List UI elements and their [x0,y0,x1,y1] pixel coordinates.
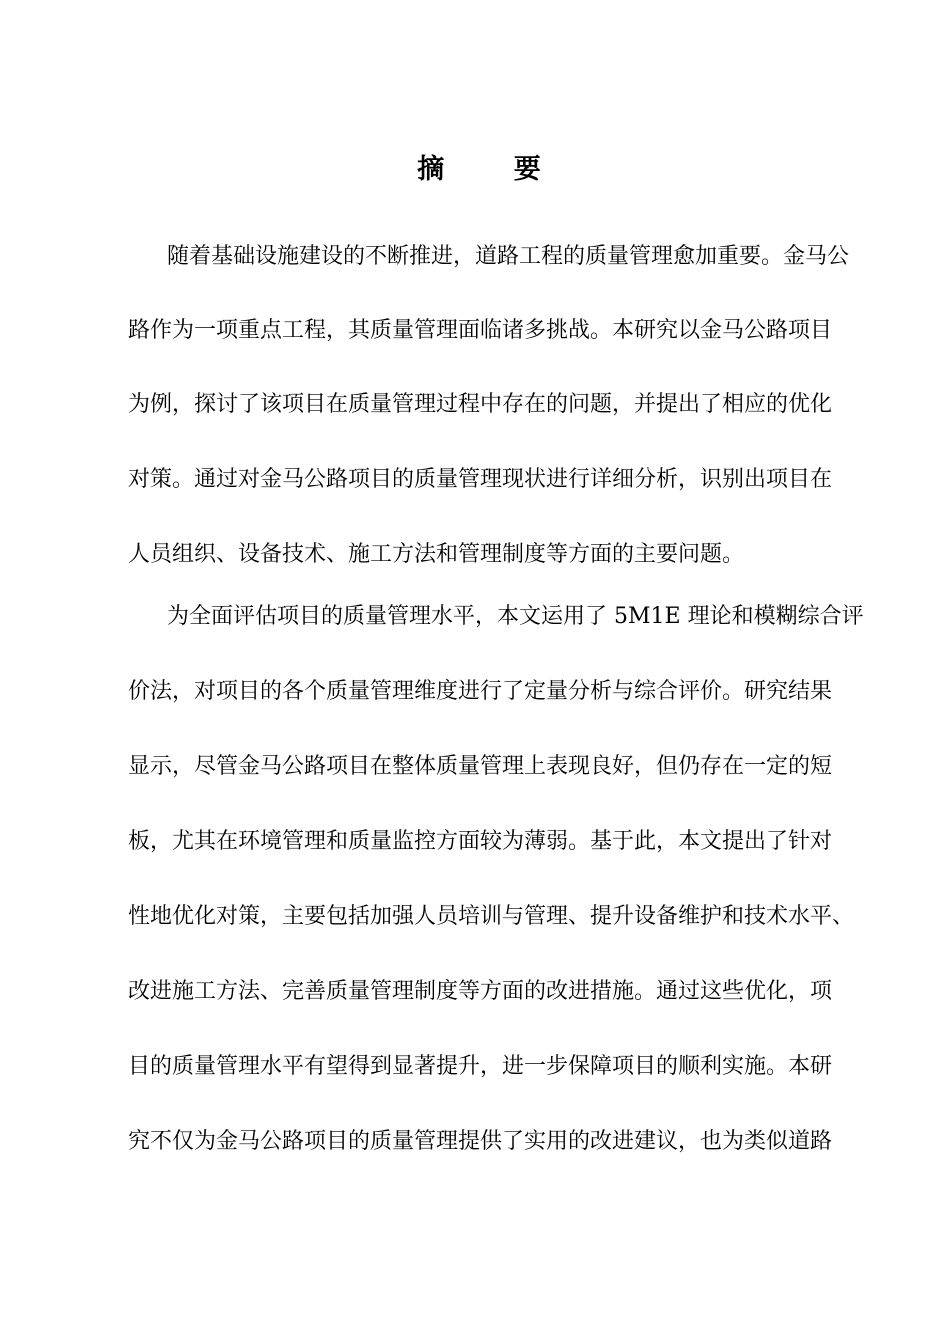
paragraph-2-line-4: 板，尤其在环境管理和质量监控方面较为薄弱。基于此，本文提出了针对 [128,829,833,854]
paragraph-2-line-2: 价法，对项目的各个质量管理维度进行了定量分析与综合评价。研究结果 [128,679,833,704]
paragraph-1-line-2: 路作为一项重点工程，其质量管理面临诸多挑战。本研究以金马公路项目 [128,318,833,343]
paragraph-1-line-3: 为例，探讨了该项目在质量管理过程中存在的问题，并提出了相应的优化 [128,392,833,417]
abstract-title: 摘 要 [417,154,571,185]
paragraph-2-line-6: 改进施工方法、完善质量管理制度等方面的改进措施。通过这些优化，项 [128,979,833,1004]
paragraph-1-line-4: 对策。通过对金马公路项目的质量管理现状进行详细分析，识别出项目在 [128,467,833,492]
paragraph-1-line-5: 人员组织、设备技术、施工方法和管理制度等方面的主要问题。 [128,542,745,567]
paragraph-2-line-5: 性地优化对策，主要包括加强人员培训与管理、提升设备维护和技术水平、 [128,904,855,929]
paragraph-1-line-1: 随着基础设施建设的不断推进，道路工程的质量管理愈加重要。金马公 [167,244,850,269]
paragraph-2-line-1: 为全面评估项目的质量管理水平，本文运用了 5M1E 理论和模糊综合评 [167,604,864,629]
paragraph-2-line-8: 究不仅为金马公路项目的质量管理提供了实用的改进建议，也为类似道路 [128,1129,833,1154]
paragraph-2-line-3: 显示，尽管金马公路项目在整体质量管理上表现良好，但仍存在一定的短 [128,754,833,779]
paragraph-2-line-7: 目的质量管理水平有望得到显著提升，进一步保障项目的顺利实施。本研 [128,1054,833,1079]
